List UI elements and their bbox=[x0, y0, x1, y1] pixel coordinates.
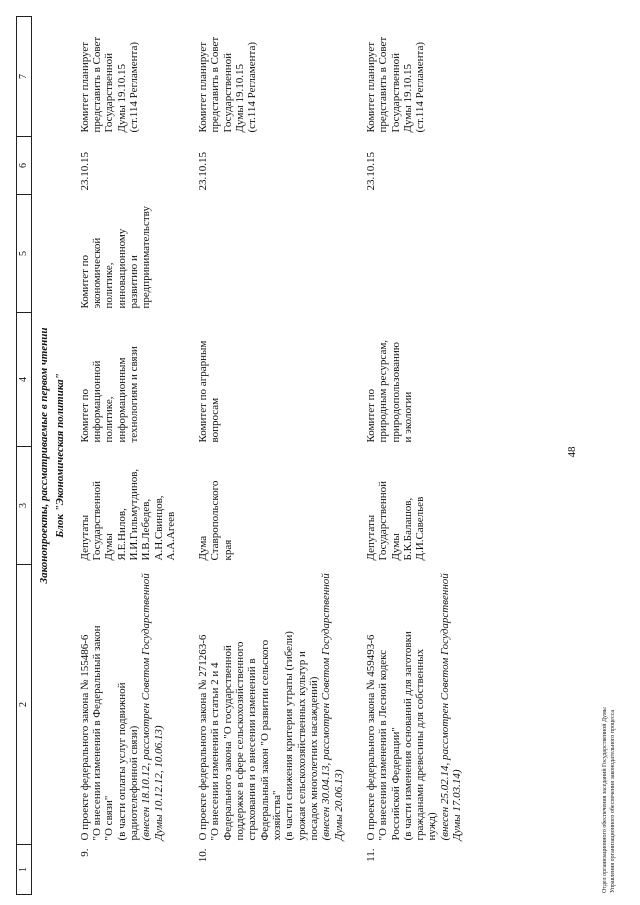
agenda-table bbox=[16, 16, 477, 895]
note-line: Государственной bbox=[389, 52, 402, 133]
committee-line: политике, bbox=[103, 396, 116, 443]
project-line: "О связи" bbox=[103, 795, 116, 841]
initiator-line: Дума bbox=[197, 535, 210, 561]
column-number: 3 bbox=[17, 447, 32, 565]
co-committee-line: инновационному bbox=[115, 228, 128, 309]
committee-line: природным ресурсам, bbox=[377, 339, 390, 443]
note-line: Думы 19.10.15 bbox=[234, 64, 247, 133]
note-cell bbox=[73, 17, 192, 137]
initiator-line: Ставропольского bbox=[209, 480, 222, 561]
co-committee-line: экономической bbox=[90, 237, 103, 309]
column-number: 4 bbox=[17, 313, 32, 447]
note-line: Думы 19.10.15 bbox=[401, 64, 414, 133]
project-note: (внесен 30.04.13, рассмотрен Советом Государственной Думы 20.06.13) bbox=[320, 573, 345, 841]
committee-line: информационным bbox=[115, 357, 128, 443]
initiator-line: Думы bbox=[103, 533, 116, 561]
column-number-header bbox=[17, 17, 32, 895]
date-cell: 23.10.15 bbox=[364, 152, 377, 191]
committee-line: Комитет по аграрным bbox=[197, 340, 210, 443]
project-line: Федерального закона "О государственной bbox=[221, 645, 234, 841]
page-number: 48 bbox=[566, 446, 578, 458]
note-line: Комитет планирует bbox=[197, 41, 210, 133]
committee-line: Комитет по bbox=[78, 388, 91, 443]
table-row bbox=[73, 17, 192, 895]
initiator-line: Я.Е.Нилов, bbox=[115, 508, 128, 561]
project-line: "О внесении изменений в статьи 2 и 4 bbox=[209, 662, 222, 841]
committee-line: технологиям и связи bbox=[127, 346, 140, 443]
project-line: (в части оплаты услуг подвижной bbox=[115, 682, 128, 841]
initiator-line: И.И.Гильмутдинов, bbox=[127, 468, 140, 561]
project-line: "О внесении изменений в Лесной кодекс bbox=[377, 649, 390, 841]
committee-line: Комитет по bbox=[364, 388, 377, 443]
project-cell bbox=[73, 565, 192, 845]
project-line: урожая сельскохозяйственных культур и bbox=[295, 651, 308, 841]
initiator-line: А.Н.Свинцов, bbox=[152, 495, 165, 561]
row-number: 9. bbox=[78, 848, 91, 857]
note-line: Думы 19.10.15 bbox=[115, 64, 128, 133]
initiator-line: Депутаты bbox=[78, 514, 91, 561]
table-row bbox=[191, 17, 359, 895]
committee-line: природопользованию bbox=[389, 341, 402, 443]
note-line: (ст.114 Регламента) bbox=[127, 41, 140, 133]
project-line: Федеральный закон "О развитии сельского bbox=[258, 639, 271, 841]
project-line: О проекте федерального закона № 155486-6 bbox=[78, 634, 91, 841]
initiator-line: Государственной bbox=[377, 480, 390, 561]
note-line: Государственной bbox=[221, 52, 234, 133]
rotated-page bbox=[2, 8, 630, 903]
initiator-line: края bbox=[221, 539, 234, 561]
section-title: Законопроекты, рассматриваемые в первом чтении bbox=[38, 327, 50, 584]
project-line: посадок многолетних насаждений) bbox=[307, 676, 320, 841]
co-committee-line: политике, bbox=[103, 262, 116, 309]
column-number: 7 bbox=[17, 17, 32, 137]
project-note: (внесен 18.10.12, рассмотрен Советом Государственной Думы 10.12.12, 10.06.13) bbox=[140, 573, 165, 841]
project-note: (внесен 25.02.14, рассмотрен Советом Государственной Думы 17.03.14) bbox=[438, 573, 464, 841]
project-line: хозяйства" bbox=[271, 790, 283, 841]
note-line: Государственной bbox=[103, 52, 116, 133]
project-line: О проекте федерального закона № 459493-6 bbox=[364, 634, 377, 841]
committee-line: и экологии bbox=[401, 391, 414, 443]
footer bbox=[602, 707, 617, 893]
co-committee-line: предпринимательству bbox=[140, 206, 153, 309]
co-committee-cell bbox=[191, 195, 359, 313]
note-line: (ст.114 Регламента) bbox=[414, 41, 427, 133]
project-cell bbox=[191, 565, 359, 845]
co-committee-line: развитию и bbox=[127, 255, 140, 309]
committee-line: информационной bbox=[90, 360, 103, 443]
committee-cell bbox=[359, 313, 478, 447]
note-cell bbox=[191, 17, 359, 137]
project-line: радиотелефонной связи) bbox=[127, 725, 140, 841]
project-cell bbox=[359, 565, 478, 845]
column-number: 2 bbox=[17, 565, 32, 845]
column-number: 6 bbox=[17, 137, 32, 195]
date-cell: 23.10.15 bbox=[78, 152, 91, 191]
note-line: представить в Совет bbox=[209, 36, 222, 133]
initiator-cell bbox=[191, 447, 359, 565]
footer-line: Управления организационного обеспечения законодательного процесса bbox=[609, 709, 616, 893]
initiator-line: Депутаты bbox=[364, 514, 377, 561]
co-committee-line: Комитет по bbox=[78, 254, 91, 309]
committee-line: вопросам bbox=[209, 397, 222, 443]
initiator-line: Государственной bbox=[90, 480, 103, 561]
project-line: (в части изменения оснований для заготовки bbox=[401, 631, 414, 841]
initiator-line: И.В.Лебедев, bbox=[140, 498, 153, 561]
column-number: 5 bbox=[17, 195, 32, 313]
row-number: 11. bbox=[364, 848, 377, 862]
project-line: (в части снижения критерия утраты (гибели) bbox=[283, 631, 296, 841]
initiator-line: Б.К.Балашов, bbox=[401, 497, 414, 561]
initiator-line: Д.И.Савельев bbox=[414, 496, 427, 561]
project-line: "О внесении изменений в Федеральный закон bbox=[90, 625, 103, 841]
note-line: Комитет планирует bbox=[364, 41, 377, 133]
note-line: представить в Совет bbox=[90, 36, 103, 133]
project-line: О проекте федерального закона № 271263-6 bbox=[197, 634, 210, 841]
note-line: Комитет планирует bbox=[78, 41, 91, 133]
initiator-line: Думы bbox=[389, 533, 402, 561]
footer-line: Отдел организационного обеспечения заседаний Государственной Думы bbox=[602, 707, 608, 893]
note-line: представить в Совет bbox=[377, 36, 390, 133]
table-row bbox=[359, 17, 478, 895]
block-title: Блок "Экономическая политика" bbox=[54, 373, 67, 538]
committee-cell bbox=[73, 313, 192, 447]
co-committee-cell bbox=[73, 195, 192, 313]
project-line: страхования и о внесении изменений в bbox=[246, 658, 259, 841]
project-line: Российской Федерации" bbox=[389, 727, 402, 841]
date-cell: 23.10.15 bbox=[197, 152, 210, 191]
committee-cell bbox=[191, 313, 359, 447]
initiator-line: А.А.Агеев bbox=[164, 511, 177, 561]
project-line: гражданами древесины для собственных bbox=[414, 648, 427, 841]
column-number: 1 bbox=[17, 845, 32, 895]
project-line: поддержке в сфере сельскохозяйственного bbox=[234, 641, 247, 841]
note-cell bbox=[359, 17, 478, 137]
initiator-cell bbox=[359, 447, 478, 565]
initiator-cell bbox=[73, 447, 192, 565]
note-line: (ст.114 Регламента) bbox=[246, 41, 259, 133]
co-committee-cell bbox=[359, 195, 478, 313]
project-line: нужд) bbox=[426, 812, 439, 841]
row-number: 10. bbox=[197, 848, 210, 863]
